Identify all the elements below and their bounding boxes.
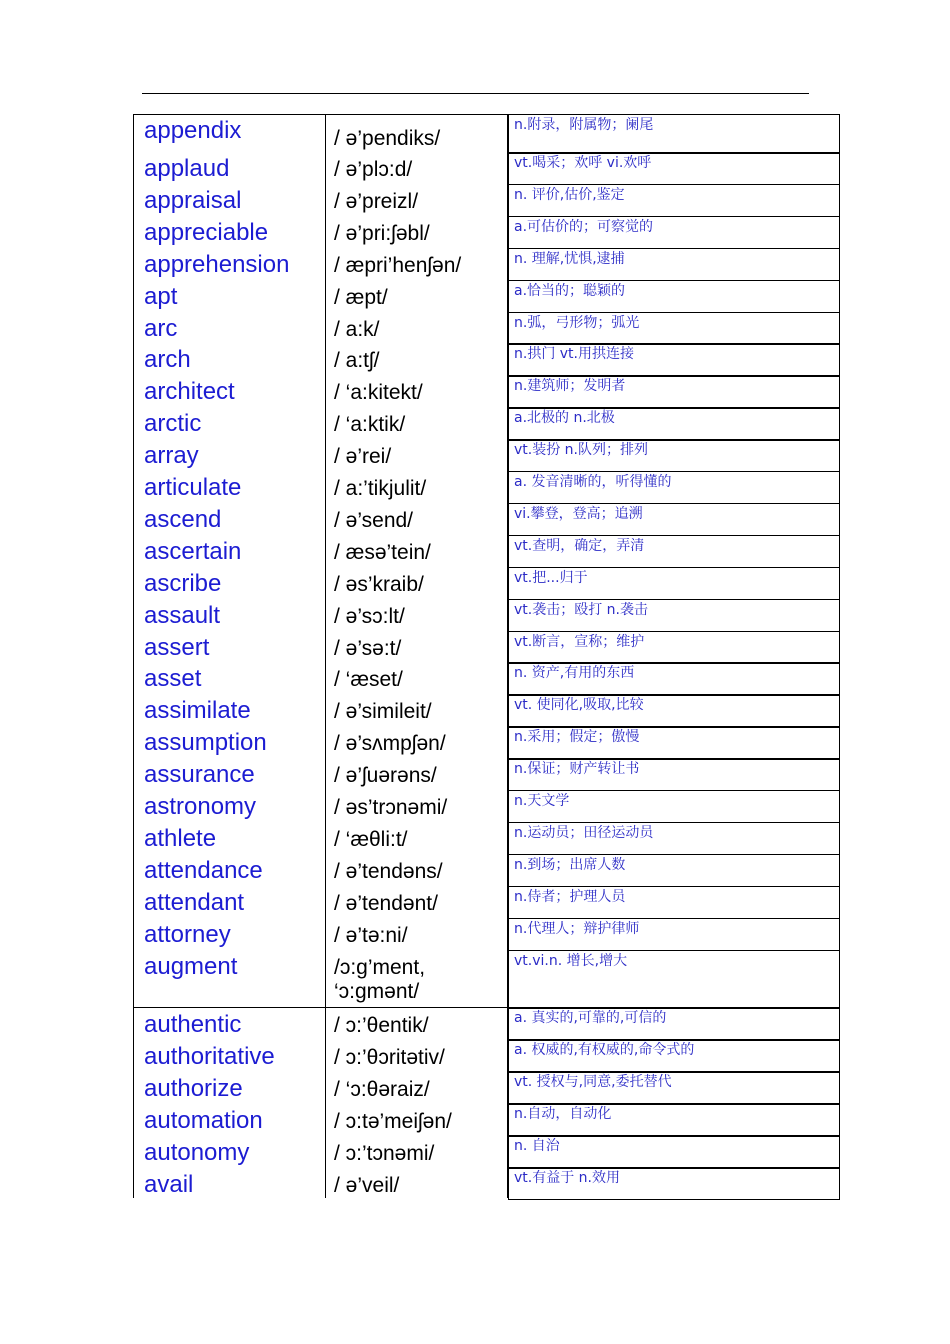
vocab-meaning: n.到场；出席人数 [508,854,840,887]
vocab-pronunciation: / æpri’henʃən/ [334,253,462,277]
vocab-word: authoritative [144,1043,275,1070]
vocab-pronunciation: / ə’rei/ [334,445,392,469]
vocab-word: appendix [144,117,242,144]
vocab-word: assault [144,601,221,629]
vocab-word: authorize [144,1075,243,1102]
vocab-word: arc [144,314,178,342]
vocab-word: array [144,442,199,470]
vocab-pronunciation: / ə’pendiks/ [334,127,441,150]
vocab-word: ascribe [144,569,222,597]
vocab-word: apprehension [144,250,290,278]
vocab-pronunciation: / ə’tendəns/ [334,859,443,883]
vocab-meaning: a.恰当的；聪颖的 [508,280,840,313]
vocab-pronunciation: / ‘a:kitekt/ [334,381,423,405]
vocab-meaning: n.保证；财产转让书 [508,758,840,791]
vocab-word: authentic [144,1011,242,1038]
vocab-pronunciation: / ɔ:’tɔnəmi/ [334,1142,435,1165]
vocab-pronunciation: / ə’sʌmpʃən/ [334,732,446,756]
vocab-word: applaud [144,155,230,182]
vocab-pronunciation: / ‘æset/ [334,668,403,692]
vocab-pronunciation: / ɔ:tə’meiʃən/ [334,1110,452,1133]
vocab-word: astronomy [144,793,257,820]
vocab-meaning: n.运动员；田径运动员 [508,822,840,855]
vocab-word: avail [144,1171,194,1198]
vocab-pronunciation: / ə’sə:t/ [334,636,402,660]
table-left-border [133,114,134,1198]
vocab-meaning: vt.vi.n. 增长,增大 [508,950,840,1009]
vocab-meaning: n. 理解,忧惧,逮捕 [508,248,840,281]
vocab-meaning: vt.有益于 n.效用 [508,1167,840,1200]
vocab-word: attendance [144,856,263,884]
vocab-word: asset [144,665,202,693]
vocab-pronunciation: / ə’send/ [334,508,414,532]
vocab-pronunciation: / ə’simileit/ [334,700,432,724]
vocab-pronunciation: / ə’tə:ni/ [334,923,408,947]
vocab-meaning: a.可估价的；可察觉的 [508,216,840,249]
vocab-pronunciation: / ɔ:’θentik/ [334,1014,429,1037]
vocab-meaning: vt. 使同化,吸取,比较 [508,694,840,727]
vocab-pronunciation: /ɔ:g’ment, ‘ɔ:gmənt/ [334,955,426,1003]
vocab-pronunciation: / ə’ʃuərəns/ [334,764,437,788]
vocab-meaning: n.建筑师；发明者 [508,375,840,408]
vocab-word: architect [144,378,235,406]
vocab-meaning: n.自动，自动化 [508,1103,840,1137]
vocab-pronunciation: / a:’tikjulit/ [334,477,427,500]
vocab-pronunciation: / ə’plɔ:d/ [334,158,413,181]
vocab-meaning: n.附录，附属物；阑尾 [508,114,840,154]
vocab-word: assert [144,633,210,661]
vocab-pronunciation: / a:k/ [334,317,380,341]
vocab-meaning: a. 权威的,有权威的,命令式的 [508,1039,840,1073]
vocab-pronunciation: / ‘æθli:t/ [334,827,408,851]
vocab-meaning: vt.装扮 n.队列；排列 [508,439,840,472]
vocab-pronunciation: / ɔ:’θɔritətiv/ [334,1046,445,1069]
vocab-meaning: n.拱门 vt.用拱连接 [508,343,840,376]
table-top-border [133,114,507,115]
word-column-divider [325,114,326,1198]
vocab-word: automation [144,1107,263,1134]
vocab-pronunciation: / a:tʃ/ [334,349,380,373]
vocab-meaning: vt.把...归于 [508,567,840,600]
vocab-meaning: n.弧，弓形物；弧光 [508,312,840,345]
vocab-word: appreciable [144,218,269,246]
vocab-meaning: vt.喝采；欢呼 vi.欢呼 [508,152,840,185]
vocab-pronunciation: / ə’pri:ʃəbl/ [334,221,430,245]
vocab-word: ascertain [144,537,242,565]
vocab-pronunciation: / əs’trɔnəmi/ [334,796,448,819]
vocab-meaning: n.天文学 [508,790,840,823]
vocab-meaning: vt.袭击；殴打 n.袭击 [508,599,840,632]
vocab-word: arch [144,346,191,374]
vocab-pronunciation: / ‘a:ktik/ [334,413,406,437]
vocab-meaning: n. 自治 [508,1135,840,1169]
vocab-pronunciation: / ə’preizl/ [334,189,419,213]
vocab-pronunciation: / æsə’tein/ [334,540,431,564]
vocab-word: athlete [144,824,217,852]
vocab-word: attendant [144,888,245,916]
vocab-word: autonomy [144,1139,250,1166]
vocab-meaning: vt.查明，确定，弄清 [508,535,840,568]
vocab-meaning: n.采用；假定；傲慢 [508,726,840,759]
vocab-meaning: a.北极的 n.北极 [508,407,840,440]
vocab-meaning: n. 资产,有用的东西 [508,662,840,695]
vocab-word: articulate [144,474,242,501]
vocab-meaning: n. 评价,估价,鉴定 [508,184,840,217]
vocab-word: apt [144,282,178,310]
vocab-meaning: a. 真实的,可靠的,可信的 [508,1007,840,1041]
vocab-meaning: a. 发音清晰的，听得懂的 [508,471,840,504]
vocab-word: augment [144,952,238,980]
section-divider [133,1007,507,1008]
vocab-word: attorney [144,920,231,948]
vocab-pronunciation: / əs’kraib/ [334,572,424,596]
vocab-pronunciation: / ‘ɔ:θəraiz/ [334,1078,430,1101]
vocab-pronunciation: / æpt/ [334,285,388,309]
vocab-word: arctic [144,410,202,438]
vocab-meaning: n.代理人；辩护律师 [508,918,840,951]
vocab-pronunciation: / ə’veil/ [334,1174,400,1197]
vocab-word: assimilate [144,697,251,725]
vocab-word: appraisal [144,186,242,214]
vocab-pronunciation: / ə’sɔ:lt/ [334,604,405,628]
vocab-meaning: vt. 授权与,同意,委托替代 [508,1071,840,1105]
vocab-meaning: n.侍者；护理人员 [508,886,840,919]
vocab-word: assumption [144,729,267,757]
vocab-pronunciation: / ə’tendənt/ [334,891,438,915]
header-rule [142,93,809,94]
vocab-meaning: vt.断言，宣称；维护 [508,631,840,664]
vocab-word: assurance [144,761,255,789]
vocab-meaning: vi.攀登，登高；追溯 [508,503,840,536]
vocab-word: ascend [144,505,222,533]
